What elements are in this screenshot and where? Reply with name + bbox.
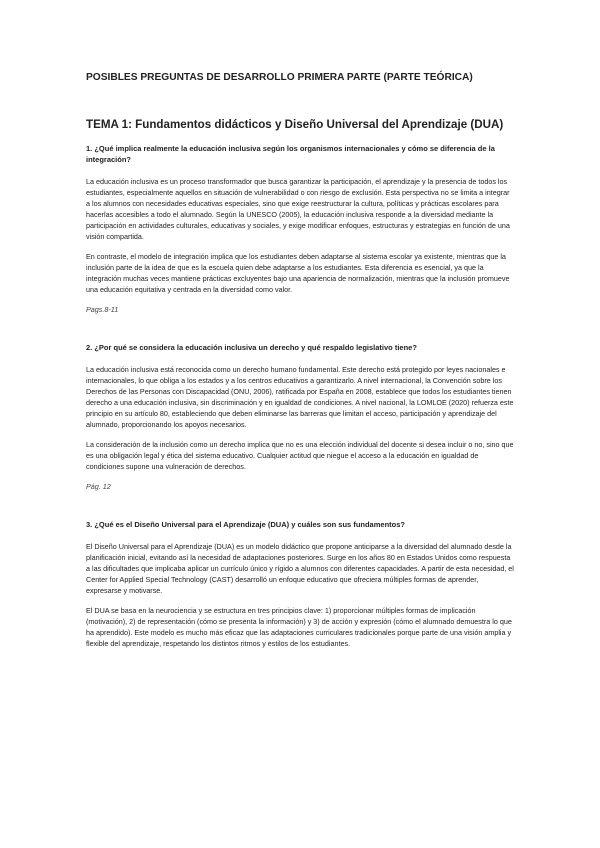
answer-paragraph: La educación inclusiva está reconocida como un derecho humano fundamental. Este derecho está protegido por leyes nacionales e internacionales, lo que obliga a los estados y a los centros educativos a garantizarlo. A nivel internacional, la Convención sobre los Derechos de las Personas con Discapacidad (ONU, 2006), ratificada por España en 2008, establece que todos los estudiantes tienen derecho a una educación inclusiva, sin discriminación y en igualdad de condiciones. A nivel nacional, la LOMLOE (2020) refuerza este principio en su artículo 80, estableciendo que deben eliminarse las barreras que limitan el acceso, participación y aprendizaje del alumnado, proporcionando los apoyos necesarios. xyxy=(86,365,514,429)
question-section-3 xyxy=(86,519,514,649)
question-section-1 xyxy=(86,143,514,314)
section-gap xyxy=(86,491,514,519)
page-reference: Pags.8-11 xyxy=(86,305,119,314)
question-title: 2. ¿Por qué se considera la educación inclusiva un derecho y qué respaldo legislativo tiene? xyxy=(86,343,417,352)
answer-paragraph: La consideración de la inclusión como un derecho implica que no es una elección individual del docente si desea incluir o no, sino que es una obligación legal y ética del sistema educativo. Cualquier actitud que niegue el acceso a la educación en igualdad de condiciones supone una vulneración de derechos. xyxy=(86,440,514,471)
answer-paragraph: El Diseño Universal para el Aprendizaje (DUA) es un modelo didáctico que propone anticiparse a la diversidad del alumnado desde la planificación inicial, evitando así la necesidad de adaptaciones posteriores. Surge en los años 80 en Estados Unidos como respuesta a las dificultades que implicaba aplicar un currículo único y rígido a alumnos con diferentes capacidades. A partir de esta necesidad, el Center for Applied Special Technology (CAST) desarrolló un enfoque educativo que ofreciera múltiples formas de aprender, expresarse y motivarse. xyxy=(86,542,514,595)
page-reference: Pág. 12 xyxy=(86,482,111,491)
question-title: 1. ¿Qué implica realmente la educación inclusiva según los organismos internacionales y cómo se diferencia de la integración? xyxy=(86,144,495,164)
question-section-2 xyxy=(86,342,514,491)
question-title: 3. ¿Qué es el Diseño Universal para el Aprendizaje (DUA) y cuáles son sus fundamentos? xyxy=(86,520,405,529)
answer-paragraph: La educación inclusiva es un proceso transformador que busca garantizar la participación, el aprendizaje y la presencia de todos los estudiantes, especialmente aquellos en situación de vulnerabilidad o con riesgo de exclusión. Esta perspectiva no se limita a integrar a los alumnos con necesidades educativas especiales, sino que exige reestructurar la cultura, políticas y prácticas escolares para hacerlas accesibles a todo el alumnado. Según la UNESCO (2005), la educación inclusiva responde a la diversidad mediante la participación en actividades culturales, educativas y sociales, y exige modificar enfoques, estructuras y estrategias en función de una visión compartida. xyxy=(86,177,510,241)
answer-paragraph: El DUA se basa en la neurociencia y se estructura en tres principios clave: 1) proporcionar múltiples formas de implicación (motivación), 2) de representación (cómo se presenta la información) y 3) de acción y expresión (cómo el alumnado demuestra lo que ha aprendido). Este modelo es mucho más eficaz que las adaptaciones curriculares tradicionales porque parte de una visión amplia y flexible del aprendizaje, respetando los distintos ritmos y estilos de los estudiantes. xyxy=(86,606,512,648)
answer-paragraph: En contraste, el modelo de integración implica que los estudiantes deben adaptarse al sistema escolar ya existente, mientras que la inclusión parte de la idea de que es la escuela quien debe adaptarse a los estudiantes. Esta diferencia es esencial, ya que la integración muchas veces mantiene prácticas excluyentes bajo una apariencia de normalización, mientras que la inclusión promueve una educación equitativa y centrada en la diversidad como valor. xyxy=(86,252,510,294)
section-gap xyxy=(86,314,514,342)
main-title: POSIBLES PREGUNTAS DE DESARROLLO PRIMERA PARTE (PARTE TEÓRICA) xyxy=(86,72,473,83)
tema-title: TEMA 1: Fundamentos didácticos y Diseño Universal del Aprendizaje (DUA) xyxy=(86,118,504,131)
